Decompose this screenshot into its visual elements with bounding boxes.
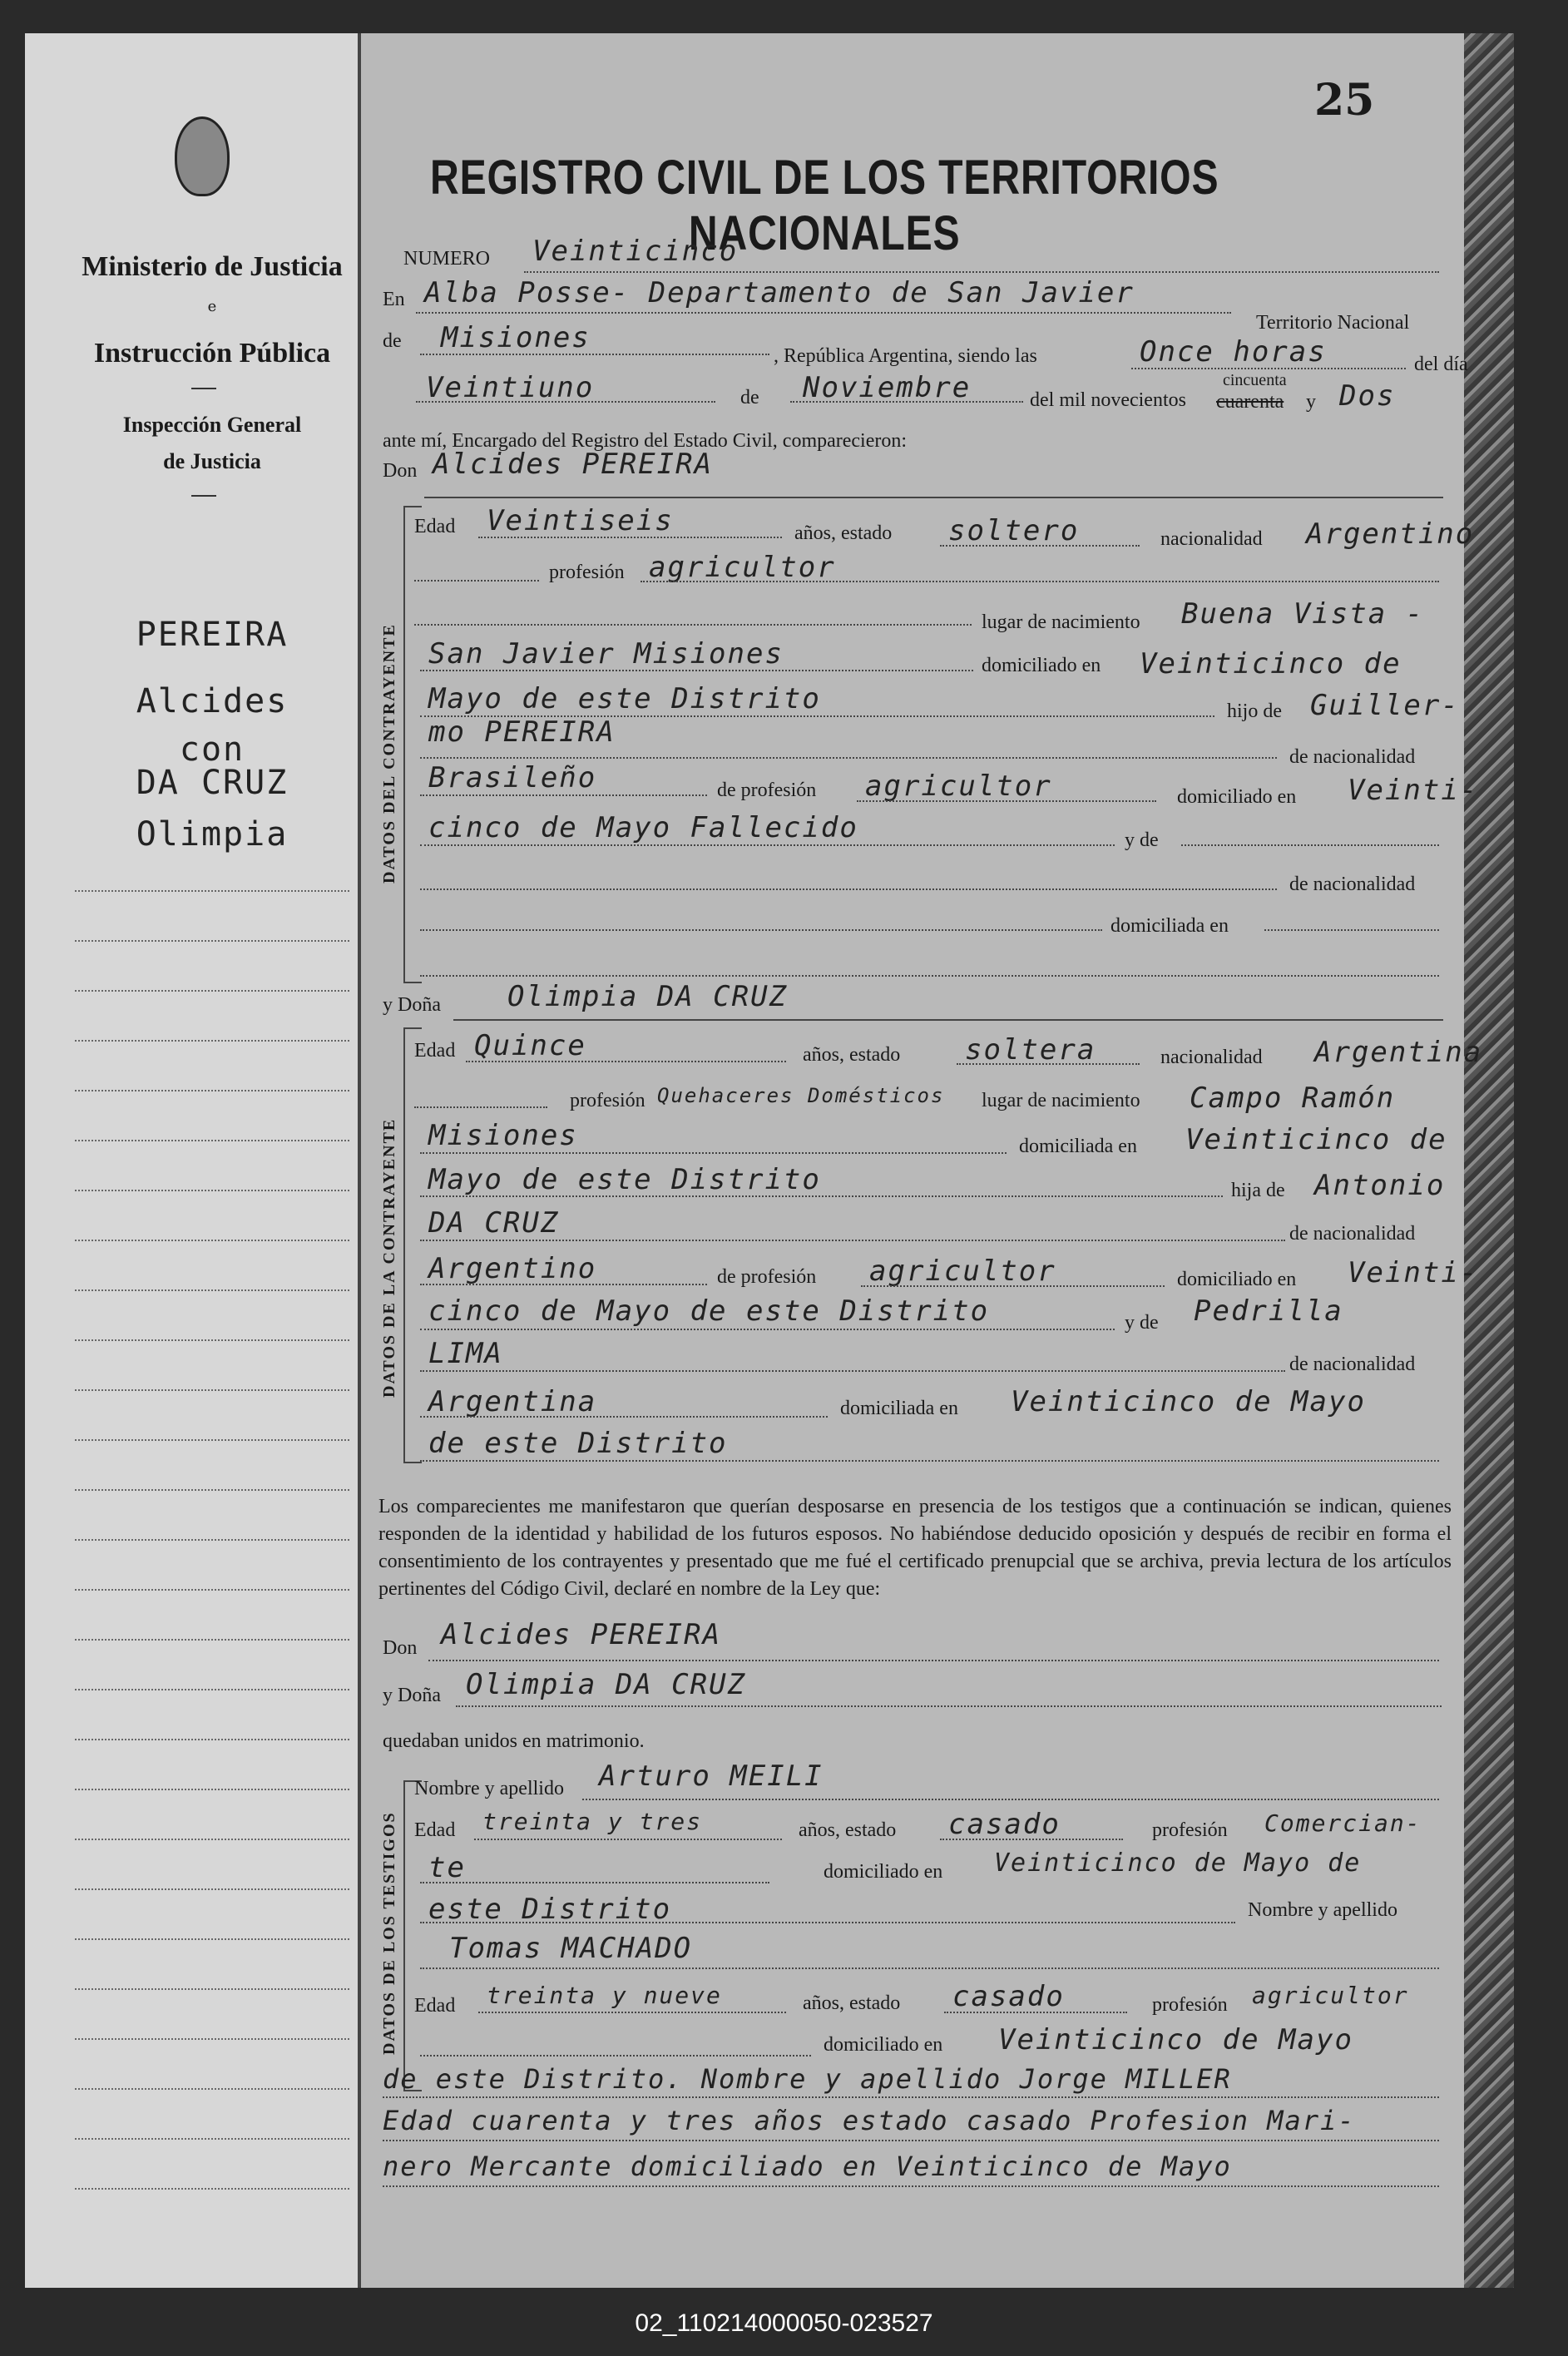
- margin-rule: [75, 2038, 349, 2040]
- fill-line: [857, 800, 1156, 802]
- fill-line: [1131, 368, 1406, 369]
- nacionalidad-value: Argentina: [1314, 1036, 1483, 1069]
- territorio-value: Misiones: [441, 321, 591, 354]
- padre-prof-value: agricultor: [869, 1255, 1056, 1288]
- fill-line: [420, 2055, 811, 2057]
- domiciliada-label: domiciliada en: [1019, 1136, 1137, 1157]
- don-value: Alcides PEREIRA: [441, 1618, 722, 1651]
- nacionalidad-label: nacionalidad: [1160, 1047, 1263, 1068]
- margin-rule: [75, 1589, 349, 1591]
- section-label-testigos: DATOS DE LOS TESTIGOS: [380, 1811, 398, 2055]
- margin-rule: [75, 1689, 349, 1690]
- inspection-title: Inspección General: [122, 413, 302, 437]
- del-mil-label: del mil novecientos: [1030, 389, 1186, 411]
- profesion-label: profesión: [1152, 1819, 1228, 1841]
- margin-rule: [75, 1888, 349, 1890]
- fill-line: [416, 312, 1231, 314]
- profesion-label: profesión: [549, 562, 625, 583]
- mes-value: Noviembre: [803, 371, 972, 404]
- fill-line: [420, 1370, 1285, 1372]
- t1-dom2: este Distrito: [428, 1893, 672, 1926]
- profesion-value: agricultor: [649, 551, 836, 584]
- fill-line: [957, 1063, 1140, 1065]
- fill-line: [414, 1106, 547, 1108]
- section-bracket: [403, 1027, 422, 1463]
- t1-estado: casado: [948, 1808, 1061, 1841]
- de-profesion-label: de profesión: [717, 1266, 817, 1288]
- don-label: Don: [383, 1637, 418, 1659]
- domiciliada-label: domiciliada en: [1110, 915, 1229, 937]
- padre-nac-value: Brasileño: [428, 761, 597, 794]
- padre-dom-label: domiciliado en: [1177, 1269, 1297, 1290]
- numero-label: NUMERO: [403, 248, 491, 270]
- t2-edad: treinta y nueve: [487, 1982, 722, 2009]
- margin-rule: [75, 1339, 349, 1341]
- padre-dom-value: Veinti-: [1348, 774, 1479, 807]
- margin-rule: [75, 1190, 349, 1191]
- madre-value2: LIMA: [428, 1337, 503, 1370]
- t1-edad: treinta y tres: [482, 1808, 703, 1835]
- edad-label: Edad: [414, 1040, 456, 1062]
- margin-note-line: con: [179, 730, 245, 769]
- republica-label: , República Argentina, siendo las: [774, 345, 1037, 367]
- national-coat-of-arms-icon: [175, 116, 230, 196]
- madre-nac-label: de nacionalidad: [1289, 1354, 1416, 1375]
- t2-prof: agricultor: [1252, 1982, 1409, 2009]
- nombre-label: Nombre y apellido: [414, 1778, 564, 1799]
- hijo-label: hijo de: [1227, 700, 1282, 722]
- edad-label: Edad: [414, 1995, 456, 2017]
- estado-value: soltera: [965, 1033, 1096, 1067]
- fill-line: [790, 401, 1023, 403]
- dona-label: y Doña: [383, 994, 441, 1016]
- margin-rule: [75, 2138, 349, 2140]
- margin-note-line: PEREIRA: [136, 616, 289, 654]
- madre-nac-label: de nacionalidad: [1289, 874, 1416, 895]
- t1-dom: Veinticinco de Mayo de: [994, 1849, 1362, 1878]
- margin-rule: [75, 1789, 349, 1790]
- madre-dom-value: Veinticinco de Mayo: [1011, 1385, 1366, 1418]
- lugar-nac-label: lugar de nacimiento: [982, 1090, 1140, 1111]
- ministry-conjunction: e: [207, 298, 217, 315]
- margin-rule: [75, 1090, 349, 1091]
- section-bracket: [403, 506, 422, 983]
- image-id-footer: 02_110214000050-023527: [635, 2309, 933, 2337]
- margin-rule: [75, 1289, 349, 1291]
- fill-line: [383, 2140, 1439, 2141]
- padre-dom-value: Veinti-: [1348, 1256, 1479, 1289]
- t1-prof2: te: [428, 1851, 466, 1884]
- padre-value: Guiller-: [1310, 689, 1460, 722]
- de-mes-label: de: [740, 387, 759, 408]
- madre-dom-label: domiciliada en: [840, 1398, 958, 1419]
- edad-label: Edad: [414, 516, 456, 537]
- fill-line: [466, 1061, 786, 1062]
- fill-line: [420, 1329, 1115, 1330]
- padre-value2: DA CRUZ: [428, 1206, 560, 1240]
- fill-line: [1181, 844, 1439, 846]
- de-nacionalidad-label: de nacionalidad: [1289, 1223, 1416, 1245]
- extra-line-2: Edad cuarenta y tres años estado casado Profesion Mari-: [383, 2105, 1356, 2136]
- fill-line: [524, 271, 1439, 273]
- margin-note-line: Alcides: [136, 682, 289, 720]
- dia-value: Veintiuno: [426, 371, 595, 404]
- quedaban-text: quedaban unidos en matrimonio.: [383, 1730, 645, 1752]
- numero-value: Veinticinco: [532, 235, 739, 268]
- padre-nac-value: Argentino: [428, 1252, 597, 1285]
- de-nacionalidad-label: de nacionalidad: [1289, 746, 1416, 768]
- fill-line: [456, 1705, 1442, 1707]
- de-profesion-label: de profesión: [717, 780, 817, 801]
- domiciliado-label: domiciliado en: [824, 2034, 943, 2056]
- anio-crossed: cuarenta: [1216, 391, 1284, 413]
- fill-line: [940, 545, 1140, 547]
- fill-line: [1264, 929, 1439, 931]
- dona-value: Olimpia DA CRUZ: [507, 980, 789, 1013]
- de-label: de: [383, 330, 402, 352]
- extra-line-3: nero Mercante domiciliado en Veinticinco de Mayo: [383, 2151, 1232, 2182]
- lugar-nac-value: Campo Ramón: [1190, 1081, 1396, 1115]
- margin-rule: [75, 1140, 349, 1141]
- anios-estado-label: años, estado: [803, 1044, 901, 1066]
- ministry-subtitle: Instrucción Pública: [93, 338, 331, 369]
- fill-line: [420, 1882, 769, 1883]
- fill-line: [383, 2096, 1439, 2098]
- margin-rule: [75, 1839, 349, 1840]
- fill-line: [944, 2012, 1127, 2013]
- lugar-nac-value2: San Javier Misiones: [428, 637, 784, 671]
- margin-note-line: DA CRUZ: [136, 764, 289, 802]
- margin-rule: [75, 2088, 349, 2090]
- margin-rule: [75, 1489, 349, 1491]
- anios-estado-label: años, estado: [794, 522, 893, 544]
- margin-rule: [75, 1639, 349, 1641]
- t2-nombre: Tomas MACHADO: [449, 1932, 693, 1965]
- fill-line: [420, 1240, 1285, 1241]
- section-label-contrayenta: DATOS DE LA CONTRAYENTE: [380, 1117, 398, 1398]
- fill-line: [420, 1967, 1439, 1969]
- en-label: En: [383, 289, 405, 310]
- madre-value: Pedrilla: [1194, 1294, 1343, 1328]
- fill-line: [420, 670, 973, 671]
- margin-rule: [75, 2188, 349, 2190]
- fill-line: [420, 929, 1102, 931]
- fill-line: [420, 844, 1115, 846]
- fill-line: [420, 1195, 1223, 1197]
- margin-rule: [75, 990, 349, 992]
- don-value: Alcides PEREIRA: [433, 448, 714, 481]
- fill-line: [414, 624, 972, 626]
- hija-label: hija de: [1231, 1180, 1285, 1201]
- margin-rule: [75, 1040, 349, 1042]
- nombre-label-2: Nombre y apellido: [1248, 1899, 1397, 1921]
- extra-line-1: de este Distrito. Nombre y apellido Jorge MILLER: [383, 2063, 1232, 2095]
- anios-estado-label: años, estado: [803, 1992, 901, 2014]
- declaration-paragraph: Los comparecientes me manifestaron que querían desposarse en presencia de los testigos que a continuación se indican, quienes responden de la identidad y habilidad de los futuros esposos. No habiéndose deducido oposición y después de recibir en forma el consentimiento de los contrayentes y presentado que me fué el certificado prenupcial que se archiva, previa lectura de los artículos pertinentes del Código Civil, declaré en nombre de la Ley que:: [378, 1496, 1452, 1600]
- fill-line: [420, 1922, 1235, 1923]
- divider: [191, 495, 216, 497]
- margin-rule: [75, 1439, 349, 1441]
- margin-rule: [75, 1739, 349, 1740]
- madre-nac-value: Argentina: [428, 1385, 597, 1418]
- edad-value: Veintiseis: [487, 504, 674, 537]
- profesion-label: profesión: [1152, 1994, 1228, 2016]
- margin-rule: [75, 1938, 349, 1940]
- t1-prof: Comercian-: [1264, 1809, 1422, 1837]
- fill-line: [414, 580, 539, 582]
- anios-estado-label: años, estado: [799, 1819, 897, 1841]
- anio-insert: cincuenta: [1223, 371, 1287, 389]
- t2-estado: casado: [952, 1980, 1065, 2013]
- dona-label: y Doña: [383, 1685, 441, 1706]
- lugar-nac-value2: Misiones: [428, 1119, 578, 1152]
- y-de-label: y de: [1125, 1312, 1159, 1334]
- book-spine-marbled-edge: [1464, 33, 1514, 2288]
- ante-mi-text: ante mí, Encargado del Registro del Estado Civil, comparecieron:: [383, 430, 908, 452]
- profesion-label: profesión: [570, 1090, 646, 1111]
- domiciliado-label: domiciliado en: [824, 1861, 943, 1883]
- page-title: REGISTRO CIVIL DE LOS TERRITORIOS NACIONALES: [429, 151, 1219, 260]
- fill-line: [420, 1284, 707, 1285]
- fill-line: [420, 757, 1277, 759]
- dona-value: Olimpia DA CRUZ: [466, 1668, 747, 1701]
- fill-line: [420, 794, 707, 796]
- fill-line: [416, 401, 715, 403]
- fill-line: [383, 2185, 1439, 2187]
- padre-dom-value2: cinco de Mayo de este Distrito: [428, 1294, 990, 1328]
- page-number: 25: [1314, 75, 1375, 126]
- fill-line: [420, 1152, 1007, 1154]
- padre-value: Antonio: [1314, 1169, 1446, 1202]
- edad-value: Quince: [474, 1029, 586, 1062]
- fill-line: [478, 537, 782, 538]
- fill-line: [420, 1460, 1439, 1462]
- rule: [453, 1019, 1443, 1021]
- domicilio-value: Veinticinco de: [1185, 1123, 1447, 1156]
- t2-dom: Veinticinco de Mayo: [998, 2023, 1353, 2057]
- margin-rule: [75, 1539, 349, 1541]
- domicilio-value: Veinticinco de: [1140, 647, 1402, 681]
- fill-line: [420, 354, 769, 355]
- don-label: Don: [383, 460, 418, 482]
- domiciliado-label: domiciliado en: [982, 655, 1101, 676]
- domicilio-value2: Mayo de este Distrito: [428, 682, 821, 715]
- lugar-nac-value: Buena Vista -: [1181, 597, 1425, 631]
- fill-line: [420, 1416, 828, 1418]
- left-margin-column: [25, 33, 361, 2288]
- padre-dom-value2: cinco de Mayo Fallecido: [428, 811, 858, 844]
- fill-line: [940, 1839, 1123, 1840]
- rule: [424, 497, 1443, 498]
- nacionalidad-label: nacionalidad: [1160, 528, 1263, 550]
- hora-value: Once horas: [1140, 335, 1327, 369]
- fill-line: [428, 1660, 1439, 1661]
- inspection-subtitle: de Justicia: [163, 449, 261, 473]
- ledger-book: [25, 33, 1514, 2288]
- estado-value: soltero: [948, 514, 1080, 547]
- margin-rule: [75, 1988, 349, 1990]
- locality-value: Alba Posse- Departamento de San Javier: [424, 276, 1135, 309]
- anio-value: Dos: [1339, 379, 1396, 413]
- fill-line: [861, 1285, 1165, 1287]
- margin-rule: [75, 940, 349, 942]
- fill-line: [641, 581, 1439, 582]
- y-de-label: y de: [1125, 829, 1159, 851]
- margin-note-line: Olimpia: [136, 815, 289, 854]
- fill-line: [420, 975, 1439, 977]
- fill-line: [420, 888, 1277, 890]
- margin-rule: [75, 1240, 349, 1241]
- padre-prof-value: agricultor: [865, 770, 1052, 803]
- del-dia-label: del día: [1414, 354, 1468, 375]
- lugar-nac-label: lugar de nacimiento: [982, 611, 1140, 633]
- ministry-title: Ministerio de Justicia: [82, 251, 343, 282]
- divider: [191, 388, 216, 389]
- madre-dom-value2: de este Distrito: [428, 1427, 728, 1460]
- margin-rule: [75, 1389, 349, 1391]
- nacionalidad-value: Argentino: [1306, 517, 1475, 551]
- territorio-label: Territorio Nacional: [1256, 312, 1410, 334]
- margin-rule: [75, 890, 349, 892]
- edad-label: Edad: [414, 1819, 456, 1841]
- y-label: y: [1306, 391, 1316, 413]
- fill-line: [474, 1839, 782, 1840]
- fill-line: [478, 2012, 786, 2013]
- profesion-value: Quehaceres Domésticos: [657, 1084, 945, 1107]
- padre-dom-label: domiciliado en: [1177, 786, 1297, 808]
- domicilio-value2: Mayo de este Distrito: [428, 1163, 821, 1196]
- t1-nombre: Arturo MEILI: [599, 1760, 824, 1793]
- fill-line: [582, 1799, 1439, 1800]
- section-label-contrayente: DATOS DEL CONTRAYENTE: [380, 623, 398, 884]
- padre-value2: mo PEREIRA: [428, 715, 616, 749]
